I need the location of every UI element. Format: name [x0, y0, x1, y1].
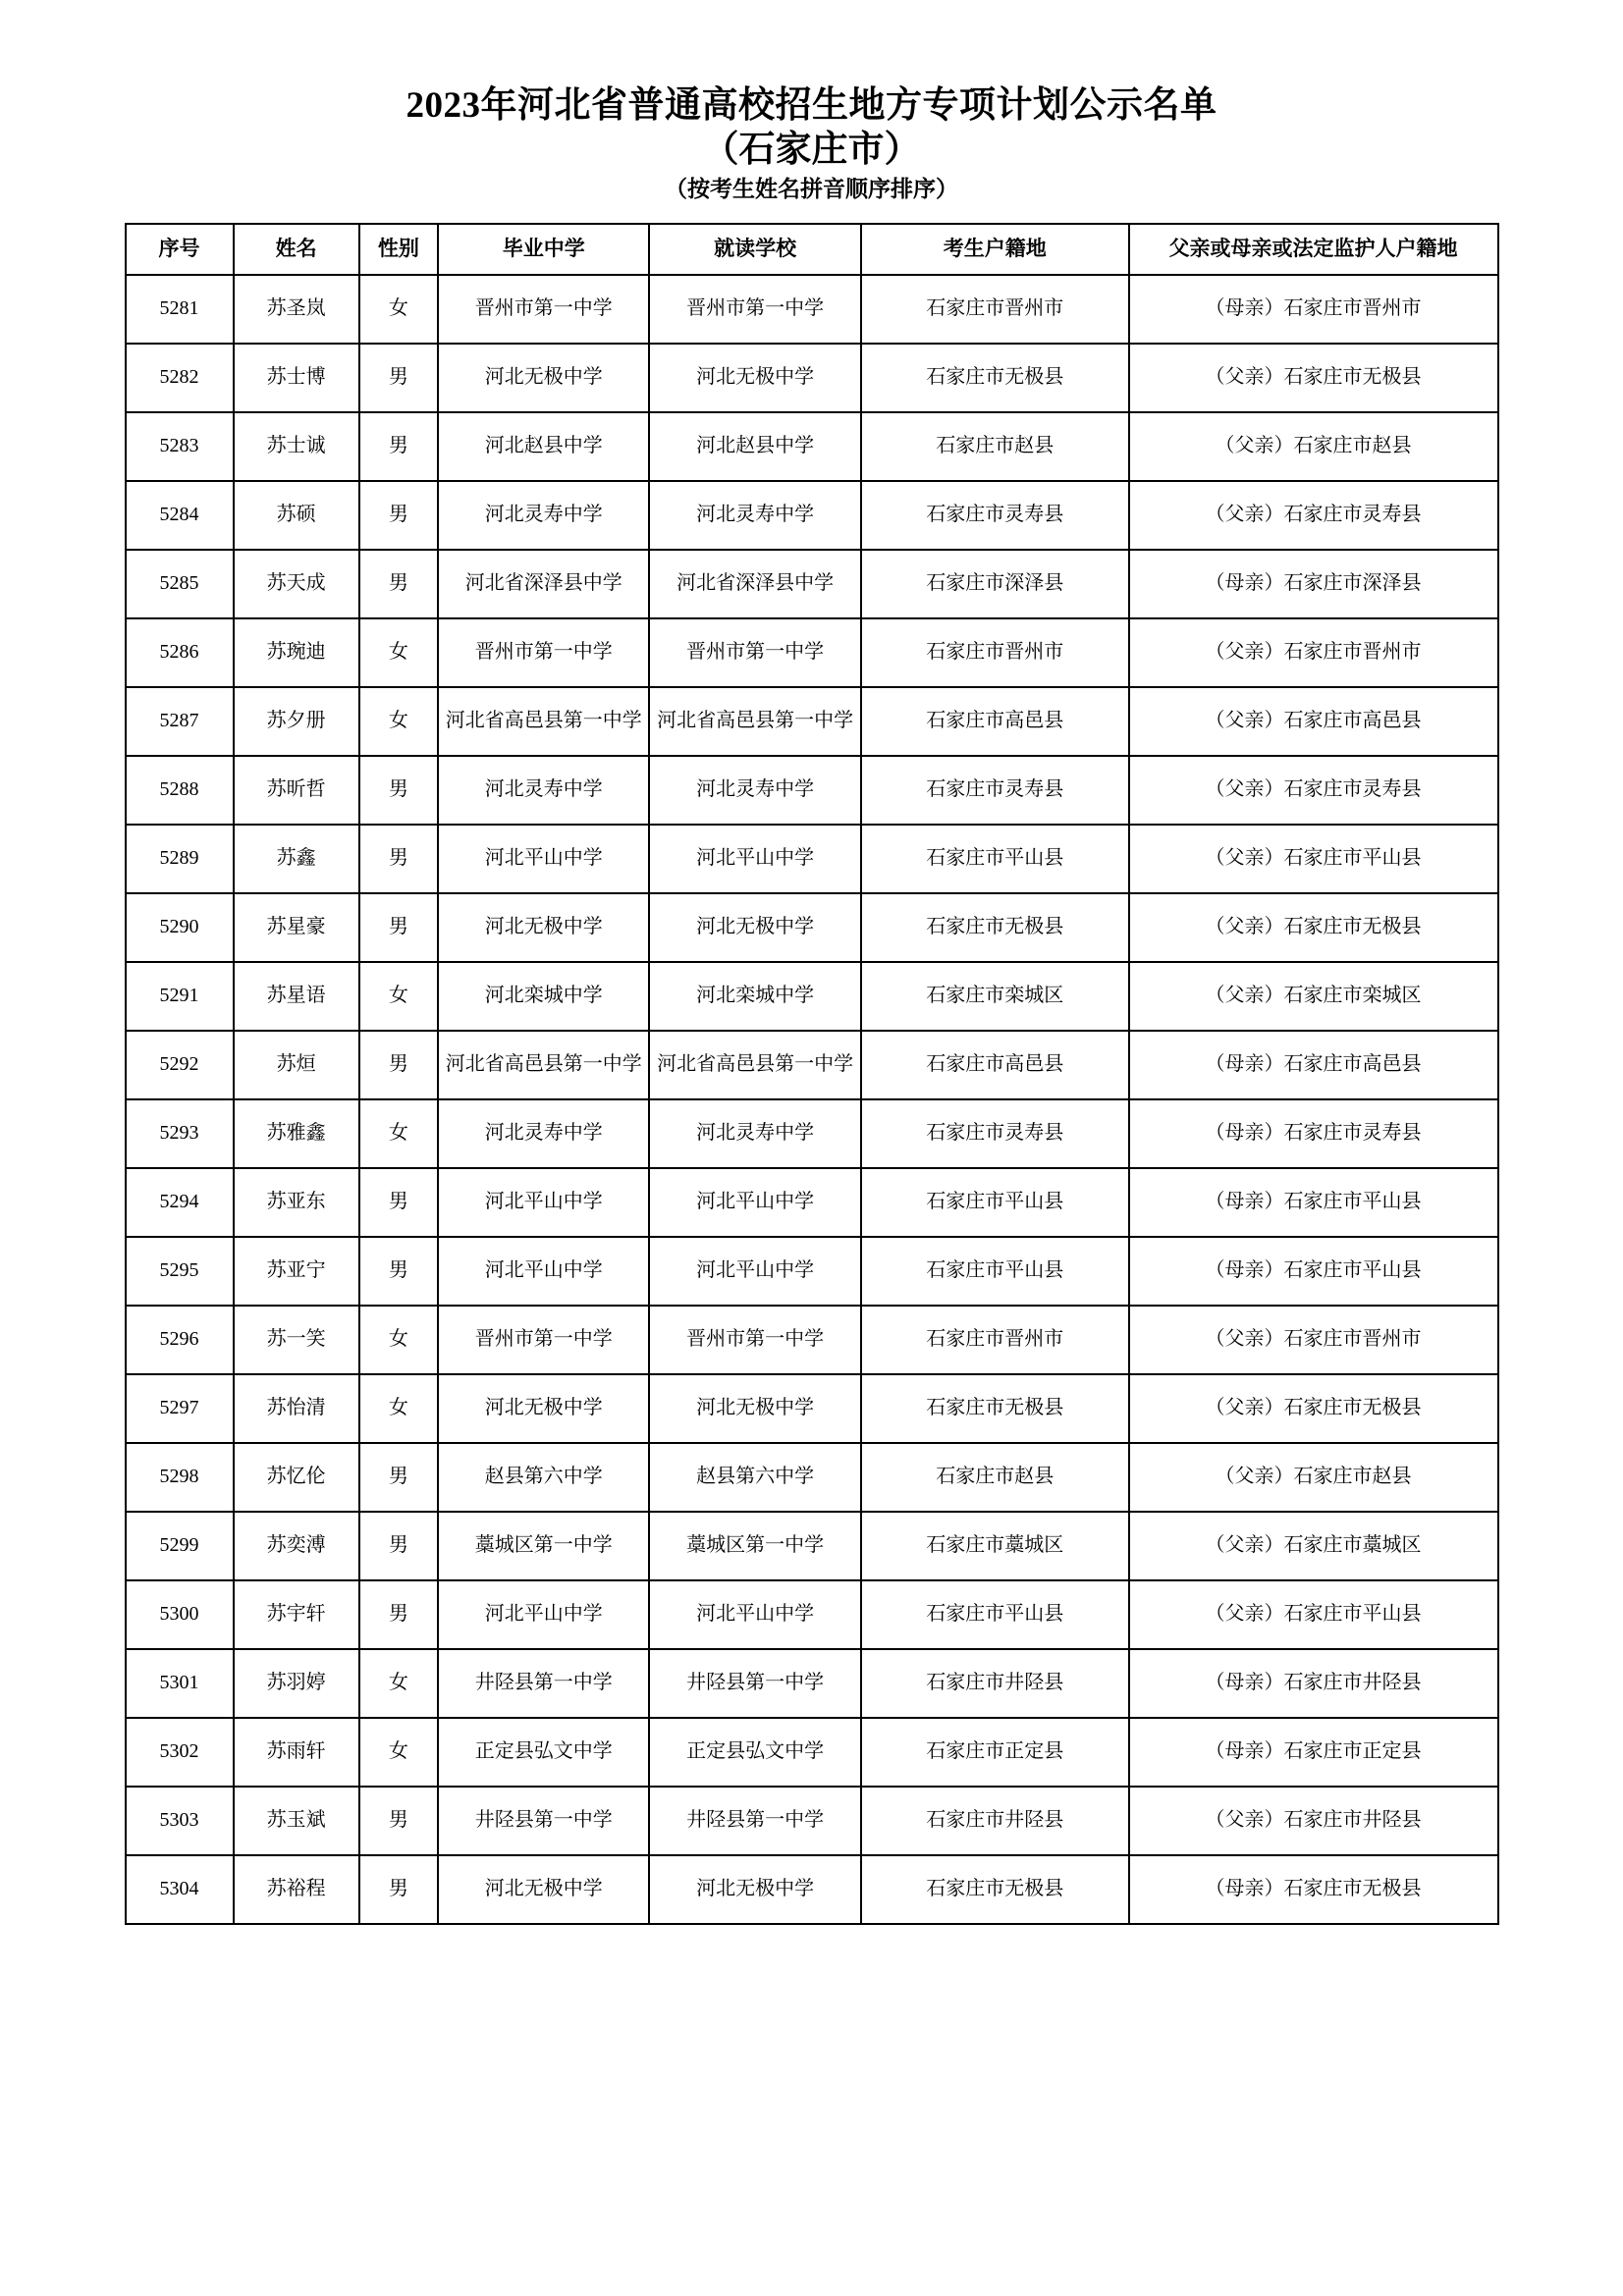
cell-sex: 男 [359, 344, 438, 412]
cell-guardian-hukou: （母亲）石家庄市平山县 [1129, 1237, 1498, 1306]
cell-graduated-school: 河北省高邑县第一中学 [438, 687, 649, 756]
table-row [126, 1512, 1498, 1580]
cell-candidate-hukou: 石家庄市高邑县 [861, 687, 1129, 756]
cell-studying-school: 河北平山中学 [649, 1580, 860, 1649]
cell-studying-school: 赵县第六中学 [649, 1443, 860, 1512]
cell-candidate-hukou: 石家庄市无极县 [861, 1374, 1129, 1443]
cell-sex: 男 [359, 756, 438, 825]
cell-name: 苏星语 [234, 962, 359, 1031]
cell-name: 苏昕哲 [234, 756, 359, 825]
cell-guardian-hukou: （父亲）石家庄市无极县 [1129, 344, 1498, 412]
cell-studying-school: 河北栾城中学 [649, 962, 860, 1031]
table-row [126, 481, 1498, 550]
cell-guardian-hukou: （父亲）石家庄市无极县 [1129, 1374, 1498, 1443]
cell-sex: 男 [359, 825, 438, 893]
cell-guardian-hukou: （母亲）石家庄市高邑县 [1129, 1031, 1498, 1099]
cell-name: 苏天成 [234, 550, 359, 618]
cell-studying-school: 藁城区第一中学 [649, 1512, 860, 1580]
cell-studying-school: 河北灵寿中学 [649, 1099, 860, 1168]
cell-candidate-hukou: 石家庄市正定县 [861, 1718, 1129, 1787]
column-header-seq: 序号 [126, 224, 234, 275]
table-row [126, 275, 1498, 344]
cell-seq: 5291 [126, 962, 234, 1031]
cell-name: 苏夕册 [234, 687, 359, 756]
cell-studying-school: 河北省高邑县第一中学 [649, 687, 860, 756]
cell-studying-school: 河北平山中学 [649, 1168, 860, 1237]
cell-studying-school: 井陉县第一中学 [649, 1649, 860, 1718]
cell-sex: 女 [359, 1099, 438, 1168]
roster-table [125, 223, 1499, 1925]
table-row [126, 1306, 1498, 1374]
cell-seq: 5287 [126, 687, 234, 756]
cell-candidate-hukou: 石家庄市深泽县 [861, 550, 1129, 618]
cell-candidate-hukou: 石家庄市灵寿县 [861, 756, 1129, 825]
cell-guardian-hukou: （母亲）石家庄市晋州市 [1129, 275, 1498, 344]
table-row [126, 893, 1498, 962]
cell-seq: 5298 [126, 1443, 234, 1512]
table-row [126, 344, 1498, 412]
roster-table-container [0, 223, 1623, 1925]
cell-sex: 男 [359, 1580, 438, 1649]
cell-graduated-school: 井陉县第一中学 [438, 1649, 649, 1718]
cell-graduated-school: 藁城区第一中学 [438, 1512, 649, 1580]
cell-seq: 5293 [126, 1099, 234, 1168]
cell-candidate-hukou: 石家庄市平山县 [861, 1237, 1129, 1306]
cell-graduated-school: 河北无极中学 [438, 344, 649, 412]
cell-seq: 5304 [126, 1855, 234, 1924]
cell-candidate-hukou: 石家庄市平山县 [861, 1168, 1129, 1237]
cell-sex: 男 [359, 1237, 438, 1306]
table-row [126, 825, 1498, 893]
cell-graduated-school: 井陉县第一中学 [438, 1787, 649, 1855]
cell-seq: 5292 [126, 1031, 234, 1099]
cell-candidate-hukou: 石家庄市栾城区 [861, 962, 1129, 1031]
table-row [126, 962, 1498, 1031]
cell-name: 苏亚东 [234, 1168, 359, 1237]
table-row [126, 1649, 1498, 1718]
cell-studying-school: 河北无极中学 [649, 1374, 860, 1443]
table-row [126, 412, 1498, 481]
document-header [0, 0, 1623, 203]
cell-seq: 5288 [126, 756, 234, 825]
cell-graduated-school: 晋州市第一中学 [438, 1306, 649, 1374]
cell-sex: 女 [359, 962, 438, 1031]
table-row [126, 1031, 1498, 1099]
cell-candidate-hukou: 石家庄市平山县 [861, 1580, 1129, 1649]
cell-seq: 5302 [126, 1718, 234, 1787]
cell-seq: 5299 [126, 1512, 234, 1580]
cell-seq: 5295 [126, 1237, 234, 1306]
cell-seq: 5283 [126, 412, 234, 481]
cell-graduated-school: 河北平山中学 [438, 1237, 649, 1306]
cell-name: 苏裕程 [234, 1855, 359, 1924]
cell-graduated-school: 河北平山中学 [438, 1168, 649, 1237]
cell-candidate-hukou: 石家庄市无极县 [861, 893, 1129, 962]
cell-graduated-school: 河北灵寿中学 [438, 756, 649, 825]
cell-seq: 5294 [126, 1168, 234, 1237]
cell-guardian-hukou: （母亲）石家庄市正定县 [1129, 1718, 1498, 1787]
column-header-guardian-hukou: 父亲或母亲或法定监护人户籍地 [1129, 224, 1498, 275]
cell-graduated-school: 河北平山中学 [438, 1580, 649, 1649]
cell-seq: 5282 [126, 344, 234, 412]
cell-sex: 男 [359, 1443, 438, 1512]
column-header-name: 姓名 [234, 224, 359, 275]
cell-name: 苏圣岚 [234, 275, 359, 344]
cell-sex: 男 [359, 1512, 438, 1580]
cell-name: 苏士博 [234, 344, 359, 412]
cell-graduated-school: 正定县弘文中学 [438, 1718, 649, 1787]
table-row [126, 1443, 1498, 1512]
cell-studying-school: 正定县弘文中学 [649, 1718, 860, 1787]
cell-studying-school: 河北灵寿中学 [649, 481, 860, 550]
cell-name: 苏一笑 [234, 1306, 359, 1374]
cell-seq: 5296 [126, 1306, 234, 1374]
cell-name: 苏亚宁 [234, 1237, 359, 1306]
cell-graduated-school: 河北无极中学 [438, 1855, 649, 1924]
table-header-row [126, 224, 1498, 275]
table-row [126, 1787, 1498, 1855]
cell-name: 苏琬迪 [234, 618, 359, 687]
cell-candidate-hukou: 石家庄市晋州市 [861, 618, 1129, 687]
table-row [126, 1374, 1498, 1443]
page-title-region: （石家庄市） [702, 130, 921, 171]
column-header-graduated-school: 毕业中学 [438, 224, 649, 275]
cell-name: 苏宇轩 [234, 1580, 359, 1649]
cell-candidate-hukou: 石家庄市晋州市 [861, 1306, 1129, 1374]
cell-graduated-school: 河北省高邑县第一中学 [438, 1031, 649, 1099]
cell-guardian-hukou: （母亲）石家庄市平山县 [1129, 1168, 1498, 1237]
cell-candidate-hukou: 石家庄市晋州市 [861, 275, 1129, 344]
cell-sex: 女 [359, 687, 438, 756]
cell-sex: 男 [359, 550, 438, 618]
cell-guardian-hukou: （父亲）石家庄市赵县 [1129, 412, 1498, 481]
cell-name: 苏硕 [234, 481, 359, 550]
cell-name: 苏忆伦 [234, 1443, 359, 1512]
cell-seq: 5281 [126, 275, 234, 344]
page-title: 2023年河北省普通高校招生地方专项计划公示名单 [406, 85, 1217, 126]
column-header-studying-school: 就读学校 [649, 224, 860, 275]
cell-guardian-hukou: （母亲）石家庄市无极县 [1129, 1855, 1498, 1924]
cell-sex: 女 [359, 1718, 438, 1787]
cell-name: 苏玉斌 [234, 1787, 359, 1855]
cell-studying-school: 河北无极中学 [649, 1855, 860, 1924]
table-row [126, 1580, 1498, 1649]
cell-sex: 男 [359, 1787, 438, 1855]
cell-sex: 男 [359, 412, 438, 481]
cell-guardian-hukou: （父亲）石家庄市高邑县 [1129, 687, 1498, 756]
cell-guardian-hukou: （母亲）石家庄市井陉县 [1129, 1649, 1498, 1718]
cell-sex: 女 [359, 618, 438, 687]
column-header-sex: 性别 [359, 224, 438, 275]
table-row [126, 1855, 1498, 1924]
cell-name: 苏鑫 [234, 825, 359, 893]
cell-candidate-hukou: 石家庄市赵县 [861, 412, 1129, 481]
cell-graduated-school: 河北灵寿中学 [438, 1099, 649, 1168]
page-subtitle-sort-note: （按考生姓名拼音顺序排序） [665, 177, 958, 202]
cell-studying-school: 晋州市第一中学 [649, 275, 860, 344]
cell-guardian-hukou: （父亲）石家庄市平山县 [1129, 825, 1498, 893]
cell-studying-school: 河北平山中学 [649, 1237, 860, 1306]
table-row [126, 687, 1498, 756]
cell-sex: 男 [359, 1031, 438, 1099]
cell-seq: 5284 [126, 481, 234, 550]
cell-graduated-school: 河北赵县中学 [438, 412, 649, 481]
cell-guardian-hukou: （父亲）石家庄市赵县 [1129, 1443, 1498, 1512]
cell-sex: 女 [359, 275, 438, 344]
cell-guardian-hukou: （父亲）石家庄市无极县 [1129, 893, 1498, 962]
cell-studying-school: 河北灵寿中学 [649, 756, 860, 825]
cell-candidate-hukou: 石家庄市井陉县 [861, 1649, 1129, 1718]
cell-sex: 男 [359, 1855, 438, 1924]
cell-studying-school: 河北赵县中学 [649, 412, 860, 481]
cell-studying-school: 晋州市第一中学 [649, 1306, 860, 1374]
cell-studying-school: 河北省高邑县第一中学 [649, 1031, 860, 1099]
cell-guardian-hukou: （母亲）石家庄市深泽县 [1129, 550, 1498, 618]
cell-guardian-hukou: （父亲）石家庄市井陉县 [1129, 1787, 1498, 1855]
cell-candidate-hukou: 石家庄市高邑县 [861, 1031, 1129, 1099]
cell-sex: 男 [359, 1168, 438, 1237]
cell-guardian-hukou: （母亲）石家庄市灵寿县 [1129, 1099, 1498, 1168]
table-body [126, 275, 1498, 1924]
table-row [126, 1237, 1498, 1306]
cell-seq: 5301 [126, 1649, 234, 1718]
cell-studying-school: 晋州市第一中学 [649, 618, 860, 687]
cell-seq: 5297 [126, 1374, 234, 1443]
cell-guardian-hukou: （父亲）石家庄市灵寿县 [1129, 756, 1498, 825]
cell-name: 苏雅鑫 [234, 1099, 359, 1168]
cell-name: 苏烜 [234, 1031, 359, 1099]
cell-guardian-hukou: （父亲）石家庄市晋州市 [1129, 1306, 1498, 1374]
cell-studying-school: 河北省深泽县中学 [649, 550, 860, 618]
cell-seq: 5289 [126, 825, 234, 893]
cell-studying-school: 河北平山中学 [649, 825, 860, 893]
cell-name: 苏羽婷 [234, 1649, 359, 1718]
cell-candidate-hukou: 石家庄市无极县 [861, 1855, 1129, 1924]
cell-graduated-school: 赵县第六中学 [438, 1443, 649, 1512]
cell-candidate-hukou: 石家庄市无极县 [861, 344, 1129, 412]
table-row [126, 618, 1498, 687]
cell-studying-school: 井陉县第一中学 [649, 1787, 860, 1855]
table-row [126, 1099, 1498, 1168]
cell-guardian-hukou: （父亲）石家庄市藁城区 [1129, 1512, 1498, 1580]
cell-seq: 5290 [126, 893, 234, 962]
cell-seq: 5286 [126, 618, 234, 687]
cell-candidate-hukou: 石家庄市灵寿县 [861, 481, 1129, 550]
cell-guardian-hukou: （父亲）石家庄市平山县 [1129, 1580, 1498, 1649]
cell-guardian-hukou: （父亲）石家庄市栾城区 [1129, 962, 1498, 1031]
cell-guardian-hukou: （父亲）石家庄市灵寿县 [1129, 481, 1498, 550]
cell-candidate-hukou: 石家庄市井陉县 [861, 1787, 1129, 1855]
cell-graduated-school: 河北无极中学 [438, 893, 649, 962]
cell-graduated-school: 河北栾城中学 [438, 962, 649, 1031]
cell-studying-school: 河北无极中学 [649, 893, 860, 962]
cell-guardian-hukou: （父亲）石家庄市晋州市 [1129, 618, 1498, 687]
cell-candidate-hukou: 石家庄市赵县 [861, 1443, 1129, 1512]
cell-graduated-school: 晋州市第一中学 [438, 275, 649, 344]
cell-sex: 男 [359, 893, 438, 962]
cell-graduated-school: 河北无极中学 [438, 1374, 649, 1443]
cell-graduated-school: 河北省深泽县中学 [438, 550, 649, 618]
table-row [126, 1718, 1498, 1787]
cell-graduated-school: 河北平山中学 [438, 825, 649, 893]
cell-candidate-hukou: 石家庄市藁城区 [861, 1512, 1129, 1580]
cell-name: 苏星豪 [234, 893, 359, 962]
cell-name: 苏奕溥 [234, 1512, 359, 1580]
cell-candidate-hukou: 石家庄市平山县 [861, 825, 1129, 893]
cell-sex: 女 [359, 1649, 438, 1718]
table-row [126, 756, 1498, 825]
cell-sex: 女 [359, 1306, 438, 1374]
column-header-candidate-hukou: 考生户籍地 [861, 224, 1129, 275]
cell-sex: 男 [359, 481, 438, 550]
cell-graduated-school: 晋州市第一中学 [438, 618, 649, 687]
cell-seq: 5300 [126, 1580, 234, 1649]
cell-studying-school: 河北无极中学 [649, 344, 860, 412]
cell-sex: 女 [359, 1374, 438, 1443]
table-row [126, 1168, 1498, 1237]
table-header [126, 224, 1498, 275]
cell-name: 苏士诚 [234, 412, 359, 481]
cell-name: 苏怡清 [234, 1374, 359, 1443]
cell-seq: 5303 [126, 1787, 234, 1855]
cell-seq: 5285 [126, 550, 234, 618]
cell-name: 苏雨轩 [234, 1718, 359, 1787]
cell-graduated-school: 河北灵寿中学 [438, 481, 649, 550]
cell-candidate-hukou: 石家庄市灵寿县 [861, 1099, 1129, 1168]
table-row [126, 550, 1498, 618]
